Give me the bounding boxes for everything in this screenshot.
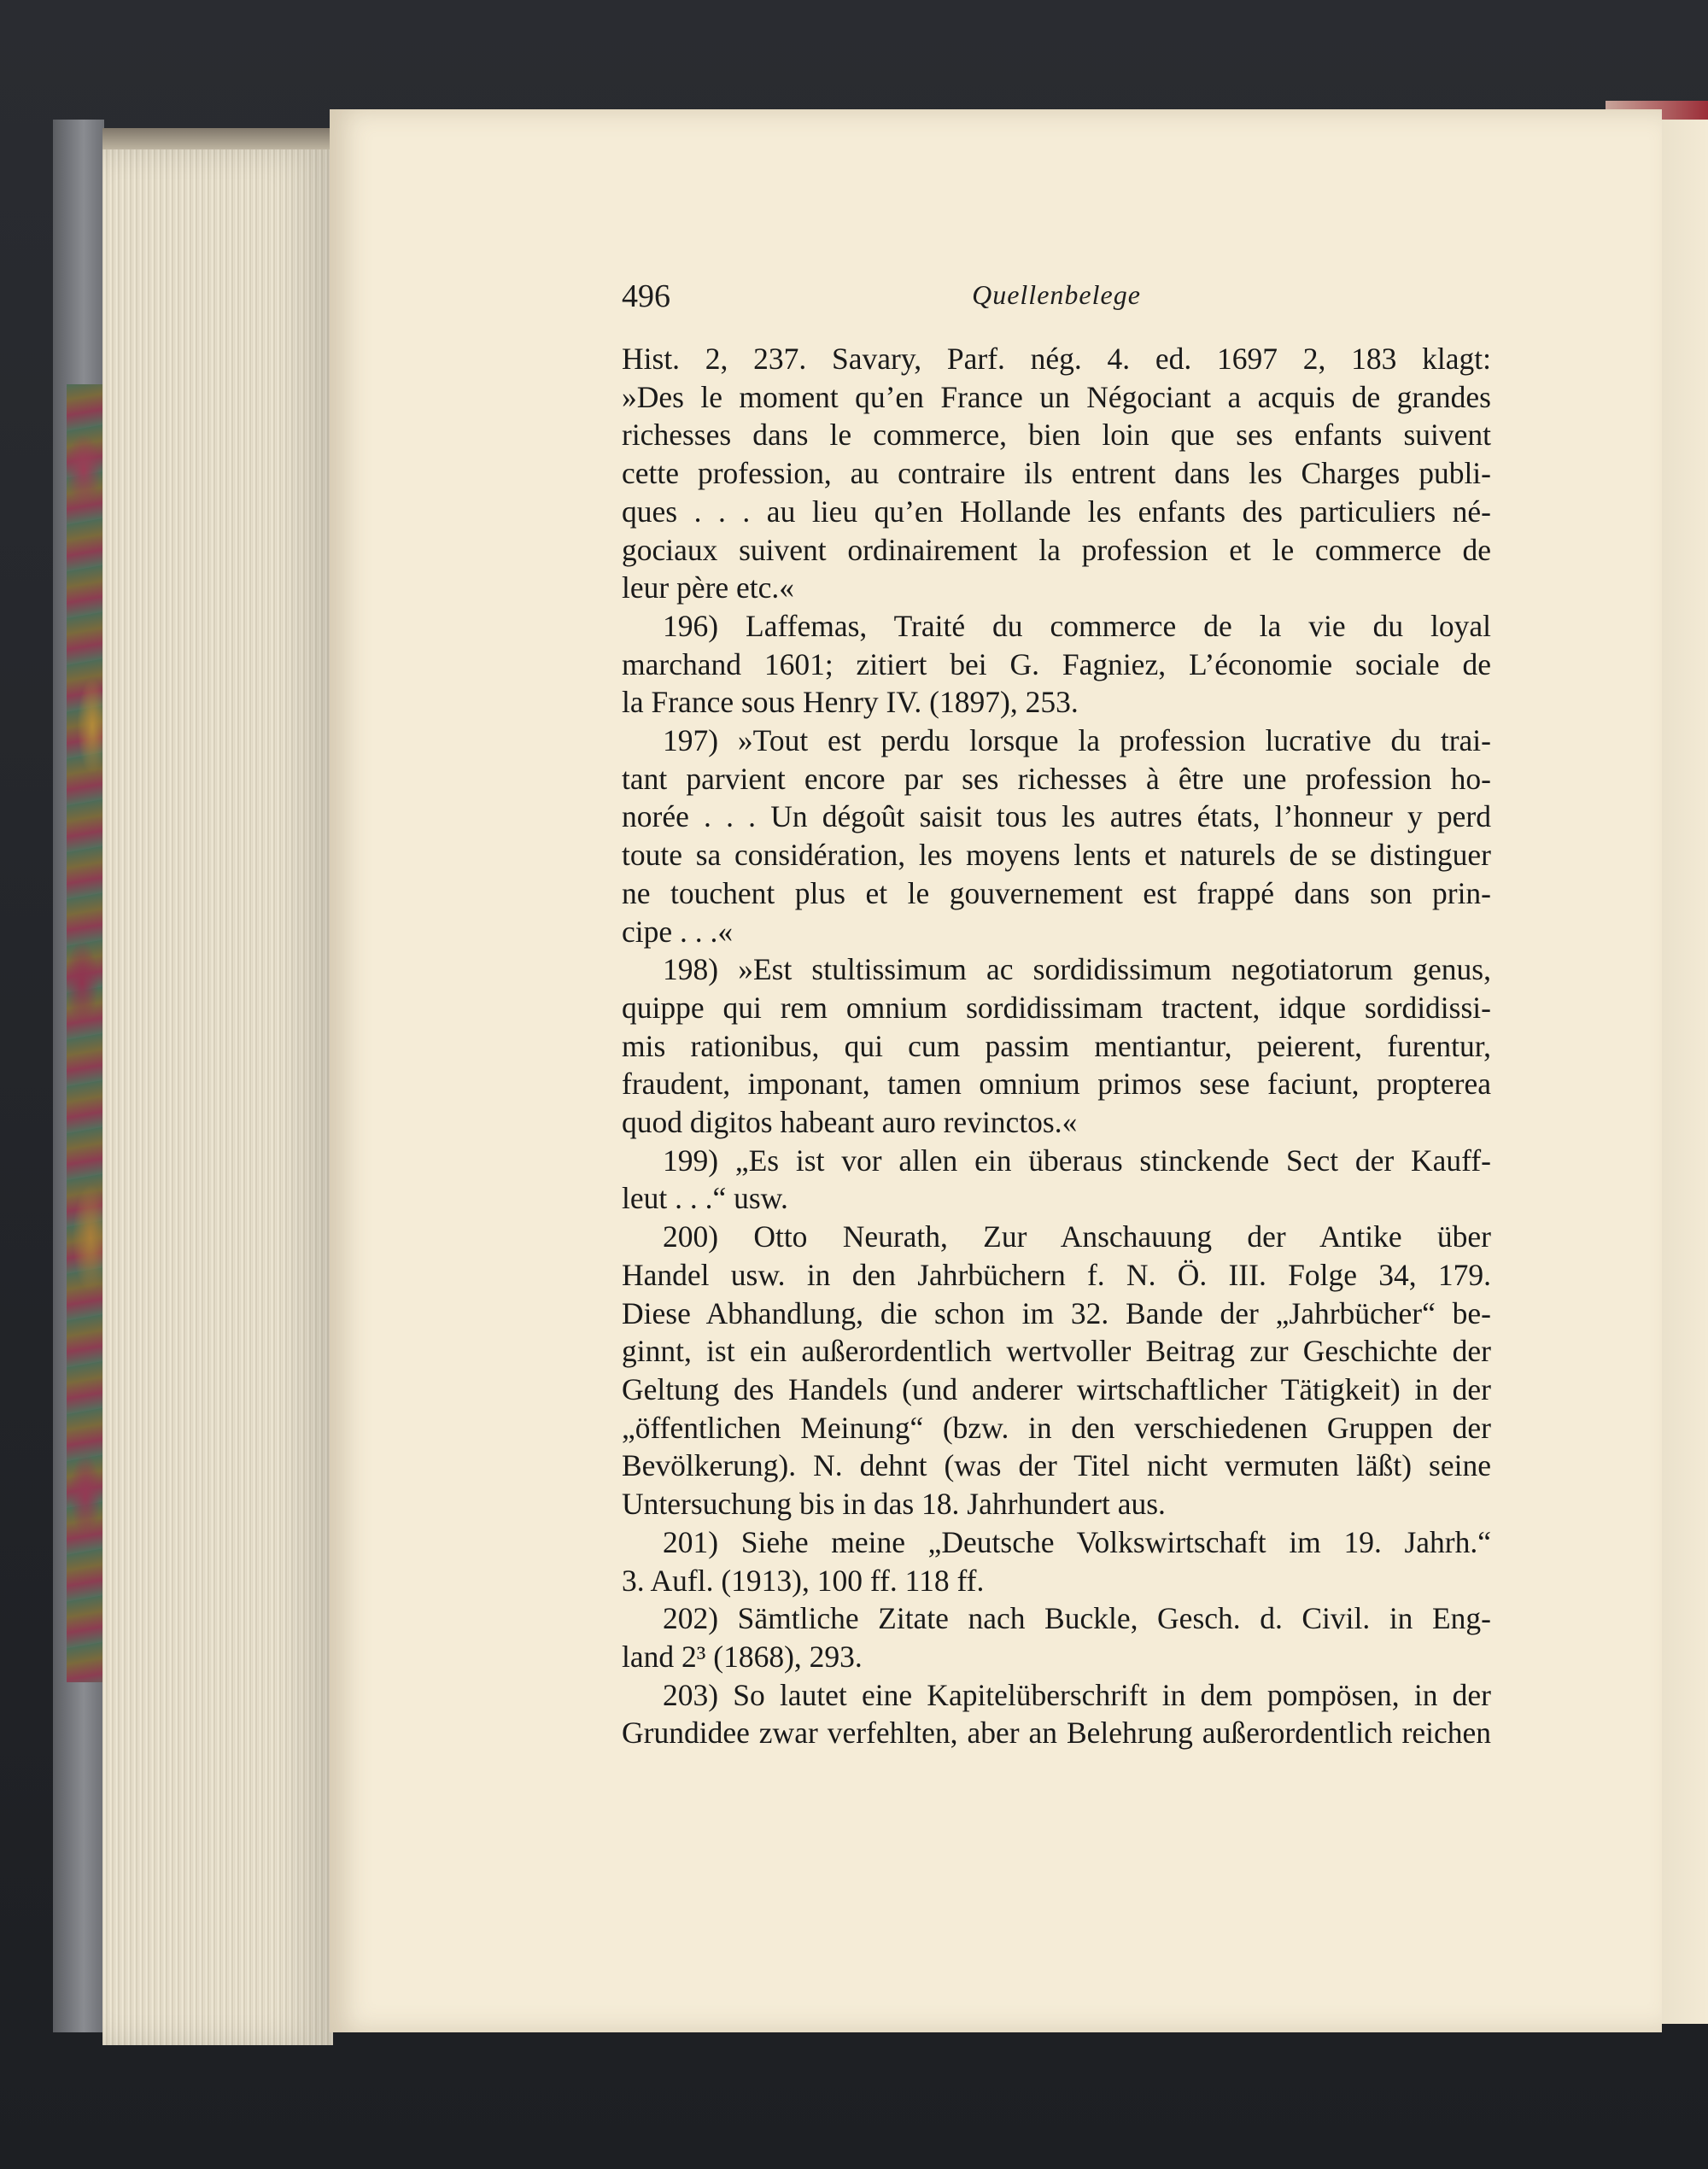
page-number: 496 xyxy=(622,278,670,314)
text-line: norée . . . Un dégoût saisit tous les autres états, l’honneur y perd xyxy=(622,799,1491,834)
running-head xyxy=(622,278,1491,320)
text-line: ne touchent plus et le gouvernement est frappé dans son prin- xyxy=(622,875,1491,910)
text-line: leut . . .“ usw. xyxy=(622,1181,788,1216)
text-line: Untersuchung bis in das 18. Jahrhundert aus. xyxy=(622,1487,1166,1522)
text-line: 198) »Est stultissimum ac sordidissimum negotiatorum genus, xyxy=(663,952,1491,987)
text-line: Hist. 2, 237. Savary, Parf. nég. 4. ed. 1697 2, 183 klagt: xyxy=(622,342,1491,376)
text-line: tant parvient encore par ses richesses à être une profession ho- xyxy=(622,761,1491,796)
text-line: marchand 1601; zitiert bei G. Fagniez, L’économie sociale de xyxy=(622,646,1491,681)
text-line: 203) So lautet eine Kapitelüberschrift in dem pompösen, in der xyxy=(663,1677,1491,1712)
text-line: Bevölkerung). N. dehnt (was der Titel nicht vermuten läßt) seine xyxy=(622,1448,1491,1483)
text-line: 201) Siehe meine „Deutsche Volkswirtschaft im 19. Jahrh.“ xyxy=(663,1524,1491,1559)
header-title: Quellenbelege xyxy=(972,279,1141,310)
text-line: »Des le moment qu’en France un Négociant a acquis de grandes xyxy=(622,379,1491,414)
text-line: 199) „Es ist vor allen ein überaus stinckende Sect der Kauff- xyxy=(663,1143,1491,1178)
text-line: gociaux suivent ordinairement la profession et le commerce de xyxy=(622,532,1491,567)
text-line: 3. Aufl. (1913), 100 ff. 118 ff. xyxy=(622,1563,985,1598)
text-line: Geltung des Handels (und anderer wirtschaftlicher Tätigkeit) in der xyxy=(622,1371,1491,1406)
text-line: 196) Laffemas, Traité du commerce de la vie du loyal xyxy=(663,608,1491,643)
text-line: ginnt, ist ein außerordentlich wertvoller Beitrag zur Geschichte der xyxy=(622,1334,1491,1369)
text-line: land 2³ (1868), 293. xyxy=(622,1639,863,1674)
text-line: fraudent, imponant, tamen omnium primos sese faciunt, propterea xyxy=(622,1067,1491,1102)
text-line: ques . . . au lieu qu’en Hollande les enfants des particuliers né- xyxy=(622,494,1491,529)
text-line: leur père etc.« xyxy=(622,570,795,605)
text-line: toute sa considération, les moyens lents et naturels de se distinguer xyxy=(622,838,1491,873)
text-line: Grundidee zwar verfehlten, aber an Belehrung außerordentlich reichen xyxy=(622,1716,1491,1751)
text-line: richesses dans le commerce, bien loin que ses enfants suivent xyxy=(622,418,1491,453)
text-line: 197) »Tout est perdu lorsque la profession lucrative du trai- xyxy=(663,723,1491,758)
text-line: mis rationibus, qui cum passim mentiantur, peierent, furentur, xyxy=(622,1028,1491,1063)
text-line: cette profession, au contraire ils entrent dans les Charges publi- xyxy=(622,456,1491,491)
text-line: Diese Abhandlung, die schon im 32. Bande der „Jahrbücher“ be- xyxy=(622,1295,1491,1330)
text-line: quod digitos habeant auro revinctos.« xyxy=(622,1105,1078,1140)
text-line: Handel usw. in den Jahrbüchern f. N. Ö. III. Folge 34, 179. xyxy=(622,1257,1491,1292)
text-line: „öffentlichen Meinung“ (bzw. in den verschiedenen Gruppen der xyxy=(622,1410,1491,1445)
text-line: la France sous Henry IV. (1897), 253. xyxy=(622,685,1079,720)
text-line: 200) Otto Neurath, Zur Anschauung der Antike über xyxy=(663,1219,1491,1254)
text-line: quippe qui rem omnium sordidissimam tractent, idque sordidissi- xyxy=(622,990,1491,1025)
text-line: 202) Sämtliche Zitate nach Buckle, Gesch. d. Civil. in Eng- xyxy=(663,1601,1491,1636)
text-line: cipe . . .« xyxy=(622,914,734,949)
marbled-endpaper xyxy=(67,384,108,1682)
body-text xyxy=(622,340,1491,1752)
page-stack-edges xyxy=(102,149,333,2045)
